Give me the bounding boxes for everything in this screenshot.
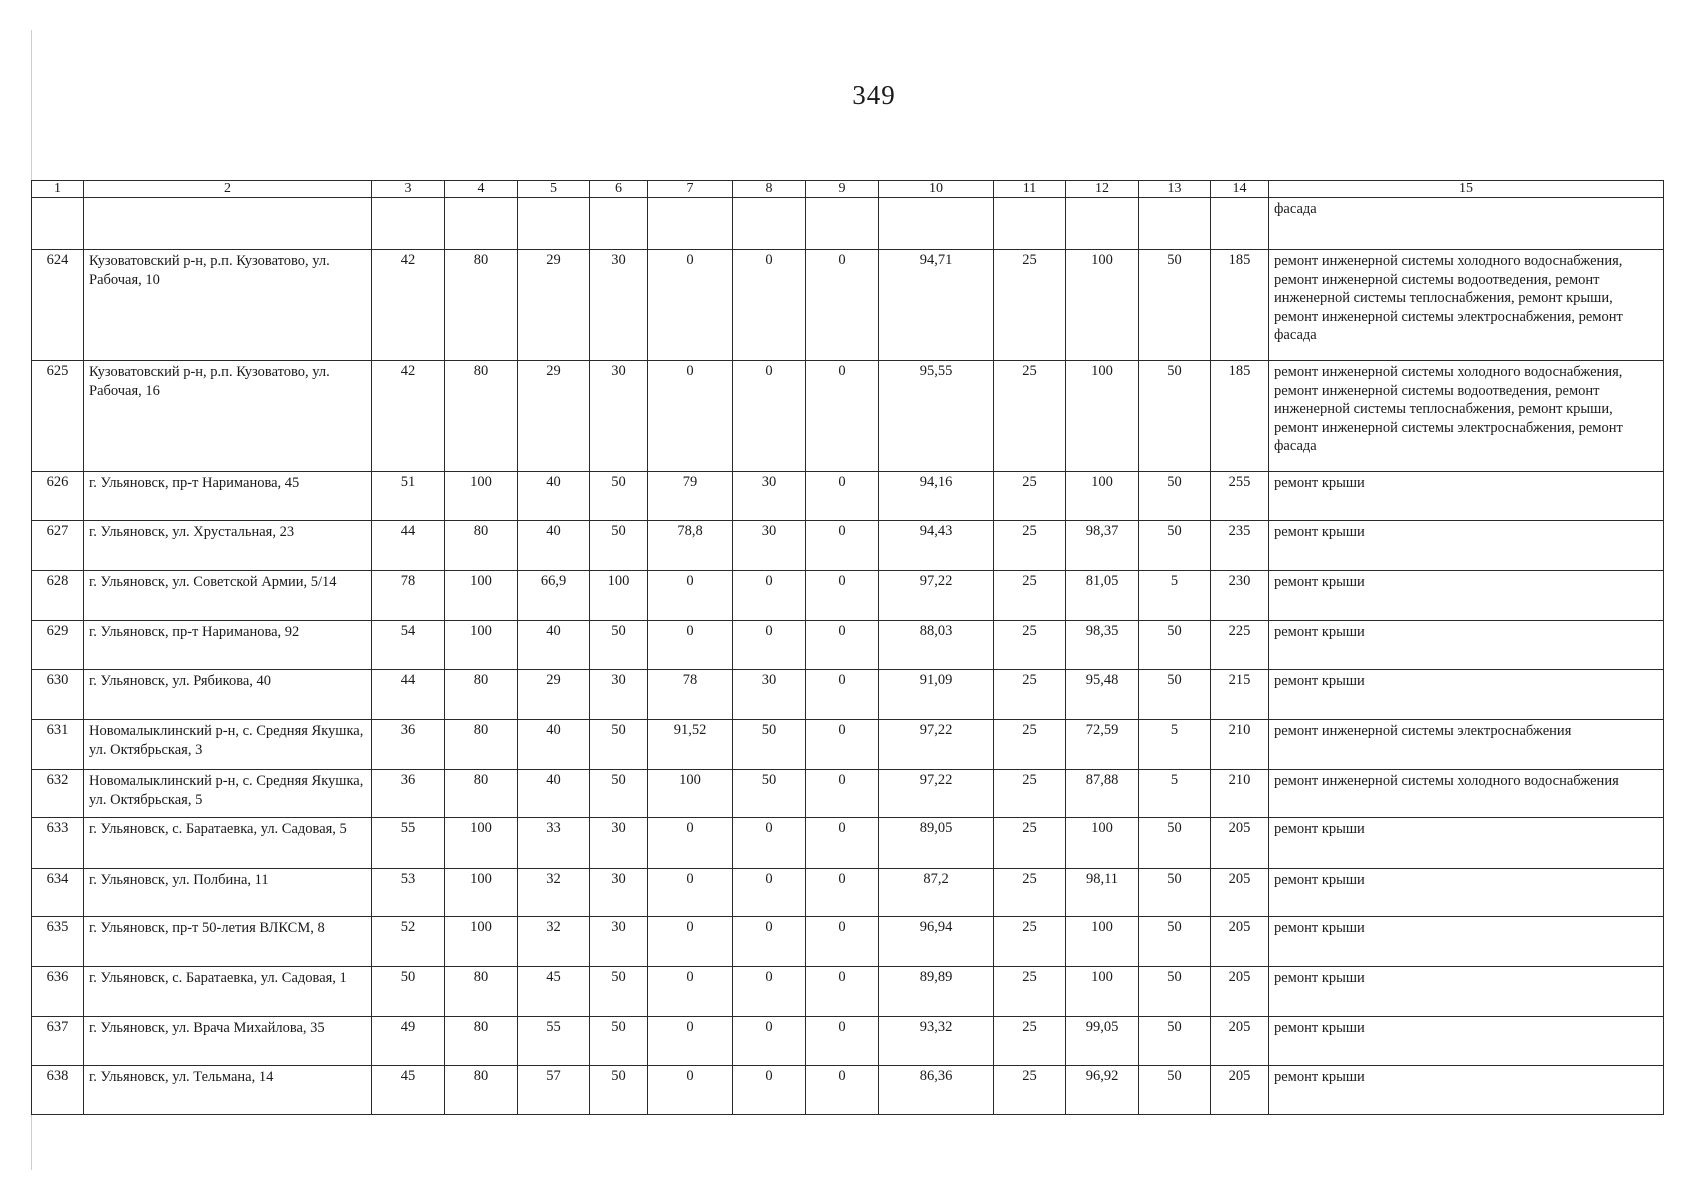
value-cell: 25 (994, 521, 1066, 571)
value-cell: 185 (1211, 361, 1269, 472)
value-cell: 97,22 (879, 720, 994, 770)
value-cell (648, 198, 733, 250)
value-cell: 91,52 (648, 720, 733, 770)
row-index: 628 (32, 571, 84, 621)
value-cell: 40 (518, 621, 590, 670)
value-cell: 185 (1211, 250, 1269, 361)
value-cell: 29 (518, 670, 590, 720)
value-cell: 78 (372, 571, 445, 621)
value-cell: 78,8 (648, 521, 733, 571)
value-cell: 210 (1211, 770, 1269, 818)
value-cell: 99,05 (1066, 1017, 1139, 1066)
value-cell: 87,88 (1066, 770, 1139, 818)
value-cell: 81,05 (1066, 571, 1139, 621)
value-cell: 80 (445, 967, 518, 1017)
value-cell: 0 (733, 571, 806, 621)
value-cell: 98,37 (1066, 521, 1139, 571)
value-cell: 50 (590, 1066, 648, 1115)
value-cell: 51 (372, 472, 445, 521)
address-cell (84, 198, 372, 250)
table-row (32, 1066, 1664, 1115)
column-number-row (32, 181, 1664, 198)
value-cell: 0 (733, 917, 806, 967)
value-cell: 100 (445, 571, 518, 621)
value-cell: 52 (372, 917, 445, 967)
value-cell: 0 (648, 621, 733, 670)
table-row (32, 250, 1664, 361)
col-header: 5 (518, 181, 590, 198)
col-header: 9 (806, 181, 879, 198)
row-index: 629 (32, 621, 84, 670)
col-header: 11 (994, 181, 1066, 198)
row-index: 631 (32, 720, 84, 770)
value-cell: 50 (1139, 818, 1211, 869)
works-cell: ремонт инженерной системы холодного водоснабжения, ремонт инженерной системы водоотведения, ремонт инженерной системы теплоснабжения, ремонт крыши, ремонт инженерной системы электроснабжения, ремонт фасада (1269, 361, 1664, 472)
table-row (32, 472, 1664, 521)
value-cell: 50 (1139, 967, 1211, 1017)
value-cell: 25 (994, 770, 1066, 818)
table-row (32, 869, 1664, 917)
address-cell: г. Ульяновск, ул. Рябикова, 40 (84, 670, 372, 720)
value-cell: 50 (590, 770, 648, 818)
works-cell: ремонт крыши (1269, 571, 1664, 621)
value-cell: 100 (590, 571, 648, 621)
value-cell: 25 (994, 869, 1066, 917)
col-header: 14 (1211, 181, 1269, 198)
value-cell: 0 (733, 869, 806, 917)
value-cell: 89,05 (879, 818, 994, 869)
value-cell: 80 (445, 1066, 518, 1115)
address-cell: г. Ульяновск, с. Баратаевка, ул. Садовая, 5 (84, 818, 372, 869)
value-cell: 98,11 (1066, 869, 1139, 917)
address-cell: Кузоватовский р-н, р.п. Кузоватово, ул. Рабочая, 10 (84, 250, 372, 361)
col-header: 1 (32, 181, 84, 198)
value-cell (994, 198, 1066, 250)
value-cell: 95,55 (879, 361, 994, 472)
address-cell: г. Ульяновск, ул. Советской Армии, 5/14 (84, 571, 372, 621)
row-index: 627 (32, 521, 84, 571)
value-cell: 0 (733, 621, 806, 670)
value-cell: 80 (445, 670, 518, 720)
value-cell: 225 (1211, 621, 1269, 670)
value-cell: 0 (733, 967, 806, 1017)
value-cell: 25 (994, 571, 1066, 621)
address-cell: г. Ульяновск, ул. Врача Михайлова, 35 (84, 1017, 372, 1066)
value-cell: 0 (806, 720, 879, 770)
value-cell: 100 (1066, 472, 1139, 521)
works-cell: ремонт крыши (1269, 472, 1664, 521)
value-cell: 50 (1139, 670, 1211, 720)
value-cell (1139, 198, 1211, 250)
value-cell: 25 (994, 670, 1066, 720)
value-cell: 50 (1139, 472, 1211, 521)
value-cell: 0 (648, 869, 733, 917)
value-cell: 205 (1211, 1017, 1269, 1066)
row-index: 624 (32, 250, 84, 361)
value-cell: 50 (1139, 361, 1211, 472)
row-index (32, 198, 84, 250)
value-cell: 205 (1211, 869, 1269, 917)
value-cell: 100 (445, 472, 518, 521)
value-cell: 80 (445, 361, 518, 472)
value-cell: 50 (1139, 1017, 1211, 1066)
value-cell: 66,9 (518, 571, 590, 621)
value-cell: 230 (1211, 571, 1269, 621)
address-cell: г. Ульяновск, пр-т 50-летия ВЛКСМ, 8 (84, 917, 372, 967)
value-cell: 50 (1139, 917, 1211, 967)
value-cell: 25 (994, 917, 1066, 967)
value-cell: 42 (372, 361, 445, 472)
value-cell: 50 (1139, 621, 1211, 670)
works-cell: ремонт крыши (1269, 1066, 1664, 1115)
value-cell: 30 (733, 472, 806, 521)
address-cell: Новомалыклинский р-н, с. Средняя Якушка, ул. Октябрьская, 5 (84, 770, 372, 818)
value-cell: 45 (518, 967, 590, 1017)
col-header: 4 (445, 181, 518, 198)
value-cell: 0 (648, 1066, 733, 1115)
value-cell: 45 (372, 1066, 445, 1115)
value-cell: 36 (372, 720, 445, 770)
value-cell: 0 (648, 818, 733, 869)
col-header: 7 (648, 181, 733, 198)
address-cell: Кузоватовский р-н, р.п. Кузоватово, ул. Рабочая, 16 (84, 361, 372, 472)
works-cell: ремонт крыши (1269, 1017, 1664, 1066)
value-cell: 91,09 (879, 670, 994, 720)
works-cell: ремонт крыши (1269, 917, 1664, 967)
value-cell: 25 (994, 250, 1066, 361)
value-cell (1211, 198, 1269, 250)
value-cell: 100 (445, 869, 518, 917)
value-cell: 80 (445, 250, 518, 361)
works-cell: ремонт крыши (1269, 869, 1664, 917)
value-cell: 30 (590, 361, 648, 472)
value-cell: 98,35 (1066, 621, 1139, 670)
table-row (32, 521, 1664, 571)
works-cell: ремонт крыши (1269, 967, 1664, 1017)
works-cell: ремонт крыши (1269, 670, 1664, 720)
value-cell: 29 (518, 250, 590, 361)
table-row (32, 720, 1664, 770)
value-cell: 29 (518, 361, 590, 472)
value-cell: 0 (806, 818, 879, 869)
value-cell: 25 (994, 1017, 1066, 1066)
value-cell: 88,03 (879, 621, 994, 670)
value-cell: 80 (445, 521, 518, 571)
value-cell: 55 (518, 1017, 590, 1066)
value-cell: 50 (590, 472, 648, 521)
row-index: 634 (32, 869, 84, 917)
value-cell (879, 198, 994, 250)
value-cell: 30 (590, 670, 648, 720)
value-cell: 55 (372, 818, 445, 869)
table-row (32, 621, 1664, 670)
value-cell: 0 (806, 361, 879, 472)
value-cell: 0 (733, 818, 806, 869)
value-cell (372, 198, 445, 250)
works-cell: ремонт инженерной системы холодного водоснабжения, ремонт инженерной системы водоотведения, ремонт инженерной системы теплоснабжения, ремонт крыши, ремонт инженерной системы электроснабжения, ремонт фасада (1269, 250, 1664, 361)
value-cell: 0 (733, 361, 806, 472)
value-cell: 50 (1139, 1066, 1211, 1115)
value-cell: 95,48 (1066, 670, 1139, 720)
value-cell: 50 (590, 1017, 648, 1066)
value-cell: 94,71 (879, 250, 994, 361)
value-cell: 30 (590, 250, 648, 361)
value-cell: 5 (1139, 720, 1211, 770)
value-cell: 44 (372, 670, 445, 720)
value-cell (590, 198, 648, 250)
works-cell: фасада (1269, 198, 1664, 250)
row-index: 633 (32, 818, 84, 869)
value-cell: 80 (445, 720, 518, 770)
value-cell: 100 (1066, 917, 1139, 967)
value-cell: 50 (590, 521, 648, 571)
value-cell: 53 (372, 869, 445, 917)
value-cell: 0 (806, 770, 879, 818)
table-row (32, 670, 1664, 720)
value-cell: 33 (518, 818, 590, 869)
value-cell: 0 (806, 250, 879, 361)
value-cell: 36 (372, 770, 445, 818)
value-cell: 96,94 (879, 917, 994, 967)
value-cell: 100 (1066, 818, 1139, 869)
value-cell: 100 (445, 818, 518, 869)
value-cell: 100 (1066, 967, 1139, 1017)
value-cell: 0 (648, 361, 733, 472)
value-cell: 50 (1139, 521, 1211, 571)
value-cell: 25 (994, 967, 1066, 1017)
col-header: 6 (590, 181, 648, 198)
value-cell (806, 198, 879, 250)
value-cell: 100 (648, 770, 733, 818)
address-cell: г. Ульяновск, пр-т Нариманова, 92 (84, 621, 372, 670)
works-cell: ремонт инженерной системы холодного водоснабжения (1269, 770, 1664, 818)
value-cell (445, 198, 518, 250)
value-cell: 42 (372, 250, 445, 361)
value-cell: 25 (994, 720, 1066, 770)
value-cell (518, 198, 590, 250)
value-cell: 0 (648, 917, 733, 967)
value-cell: 100 (1066, 250, 1139, 361)
col-header: 3 (372, 181, 445, 198)
value-cell: 0 (806, 1017, 879, 1066)
row-index: 632 (32, 770, 84, 818)
value-cell: 210 (1211, 720, 1269, 770)
address-cell: г. Ульяновск, ул. Хрустальная, 23 (84, 521, 372, 571)
col-header: 15 (1269, 181, 1664, 198)
value-cell: 32 (518, 917, 590, 967)
value-cell: 0 (733, 250, 806, 361)
value-cell: 100 (1066, 361, 1139, 472)
table-row (32, 571, 1664, 621)
works-cell: ремонт крыши (1269, 621, 1664, 670)
value-cell: 25 (994, 1066, 1066, 1115)
value-cell: 89,89 (879, 967, 994, 1017)
value-cell: 205 (1211, 917, 1269, 967)
value-cell: 93,32 (879, 1017, 994, 1066)
value-cell: 0 (806, 869, 879, 917)
value-cell: 100 (445, 917, 518, 967)
value-cell: 0 (648, 250, 733, 361)
value-cell: 94,43 (879, 521, 994, 571)
works-cell: ремонт инженерной системы электроснабжения (1269, 720, 1664, 770)
value-cell: 97,22 (879, 571, 994, 621)
value-cell: 0 (806, 670, 879, 720)
value-cell: 25 (994, 818, 1066, 869)
value-cell: 215 (1211, 670, 1269, 720)
value-cell: 40 (518, 521, 590, 571)
value-cell: 0 (806, 917, 879, 967)
value-cell: 94,16 (879, 472, 994, 521)
value-cell: 0 (733, 1066, 806, 1115)
table-row (32, 917, 1664, 967)
address-cell: г. Ульяновск, с. Баратаевка, ул. Садовая, 1 (84, 967, 372, 1017)
value-cell: 0 (806, 521, 879, 571)
row-index: 625 (32, 361, 84, 472)
value-cell: 0 (806, 621, 879, 670)
value-cell: 79 (648, 472, 733, 521)
address-cell: г. Ульяновск, пр-т Нариманова, 45 (84, 472, 372, 521)
value-cell: 235 (1211, 521, 1269, 571)
value-cell: 50 (1139, 250, 1211, 361)
value-cell (733, 198, 806, 250)
value-cell: 25 (994, 361, 1066, 472)
row-index: 637 (32, 1017, 84, 1066)
value-cell: 50 (590, 621, 648, 670)
housing-repair-table (31, 180, 1664, 1115)
value-cell: 25 (994, 472, 1066, 521)
col-header: 13 (1139, 181, 1211, 198)
value-cell: 40 (518, 770, 590, 818)
value-cell: 97,22 (879, 770, 994, 818)
value-cell: 57 (518, 1066, 590, 1115)
value-cell: 5 (1139, 571, 1211, 621)
value-cell: 0 (806, 472, 879, 521)
table-row (32, 770, 1664, 818)
col-header: 2 (84, 181, 372, 198)
value-cell: 0 (733, 1017, 806, 1066)
row-index: 638 (32, 1066, 84, 1115)
table-row (32, 967, 1664, 1017)
value-cell: 25 (994, 621, 1066, 670)
table-row (32, 818, 1664, 869)
address-cell: Новомалыклинский р-н, с. Средняя Якушка, ул. Октябрьская, 3 (84, 720, 372, 770)
works-cell: ремонт крыши (1269, 818, 1664, 869)
works-cell: ремонт крыши (1269, 521, 1664, 571)
value-cell: 49 (372, 1017, 445, 1066)
value-cell: 54 (372, 621, 445, 670)
value-cell: 0 (648, 1017, 733, 1066)
value-cell: 40 (518, 720, 590, 770)
value-cell: 96,92 (1066, 1066, 1139, 1115)
value-cell: 50 (590, 967, 648, 1017)
value-cell: 50 (1139, 869, 1211, 917)
value-cell: 40 (518, 472, 590, 521)
value-cell: 0 (648, 571, 733, 621)
col-header: 10 (879, 181, 994, 198)
value-cell: 86,36 (879, 1066, 994, 1115)
value-cell: 50 (590, 720, 648, 770)
value-cell: 87,2 (879, 869, 994, 917)
value-cell: 72,59 (1066, 720, 1139, 770)
value-cell: 255 (1211, 472, 1269, 521)
table-row (32, 198, 1664, 250)
col-header: 12 (1066, 181, 1139, 198)
table-row (32, 1017, 1664, 1066)
value-cell: 44 (372, 521, 445, 571)
page-number: 349 (852, 80, 896, 110)
table-row (32, 361, 1664, 472)
value-cell: 30 (733, 670, 806, 720)
value-cell: 5 (1139, 770, 1211, 818)
col-header: 8 (733, 181, 806, 198)
value-cell: 205 (1211, 1066, 1269, 1115)
row-index: 626 (32, 472, 84, 521)
value-cell: 30 (733, 521, 806, 571)
value-cell: 30 (590, 869, 648, 917)
value-cell: 78 (648, 670, 733, 720)
address-cell: г. Ульяновск, ул. Тельмана, 14 (84, 1066, 372, 1115)
address-cell: г. Ульяновск, ул. Полбина, 11 (84, 869, 372, 917)
value-cell: 80 (445, 770, 518, 818)
row-index: 635 (32, 917, 84, 967)
value-cell: 50 (372, 967, 445, 1017)
value-cell: 80 (445, 1017, 518, 1066)
value-cell: 0 (648, 967, 733, 1017)
value-cell: 50 (733, 720, 806, 770)
value-cell: 32 (518, 869, 590, 917)
row-index: 630 (32, 670, 84, 720)
value-cell: 205 (1211, 967, 1269, 1017)
value-cell: 205 (1211, 818, 1269, 869)
value-cell: 0 (806, 1066, 879, 1115)
row-index: 636 (32, 967, 84, 1017)
value-cell: 100 (445, 621, 518, 670)
value-cell: 30 (590, 818, 648, 869)
value-cell: 0 (806, 967, 879, 1017)
value-cell: 50 (733, 770, 806, 818)
value-cell: 30 (590, 917, 648, 967)
value-cell: 0 (806, 571, 879, 621)
value-cell (1066, 198, 1139, 250)
